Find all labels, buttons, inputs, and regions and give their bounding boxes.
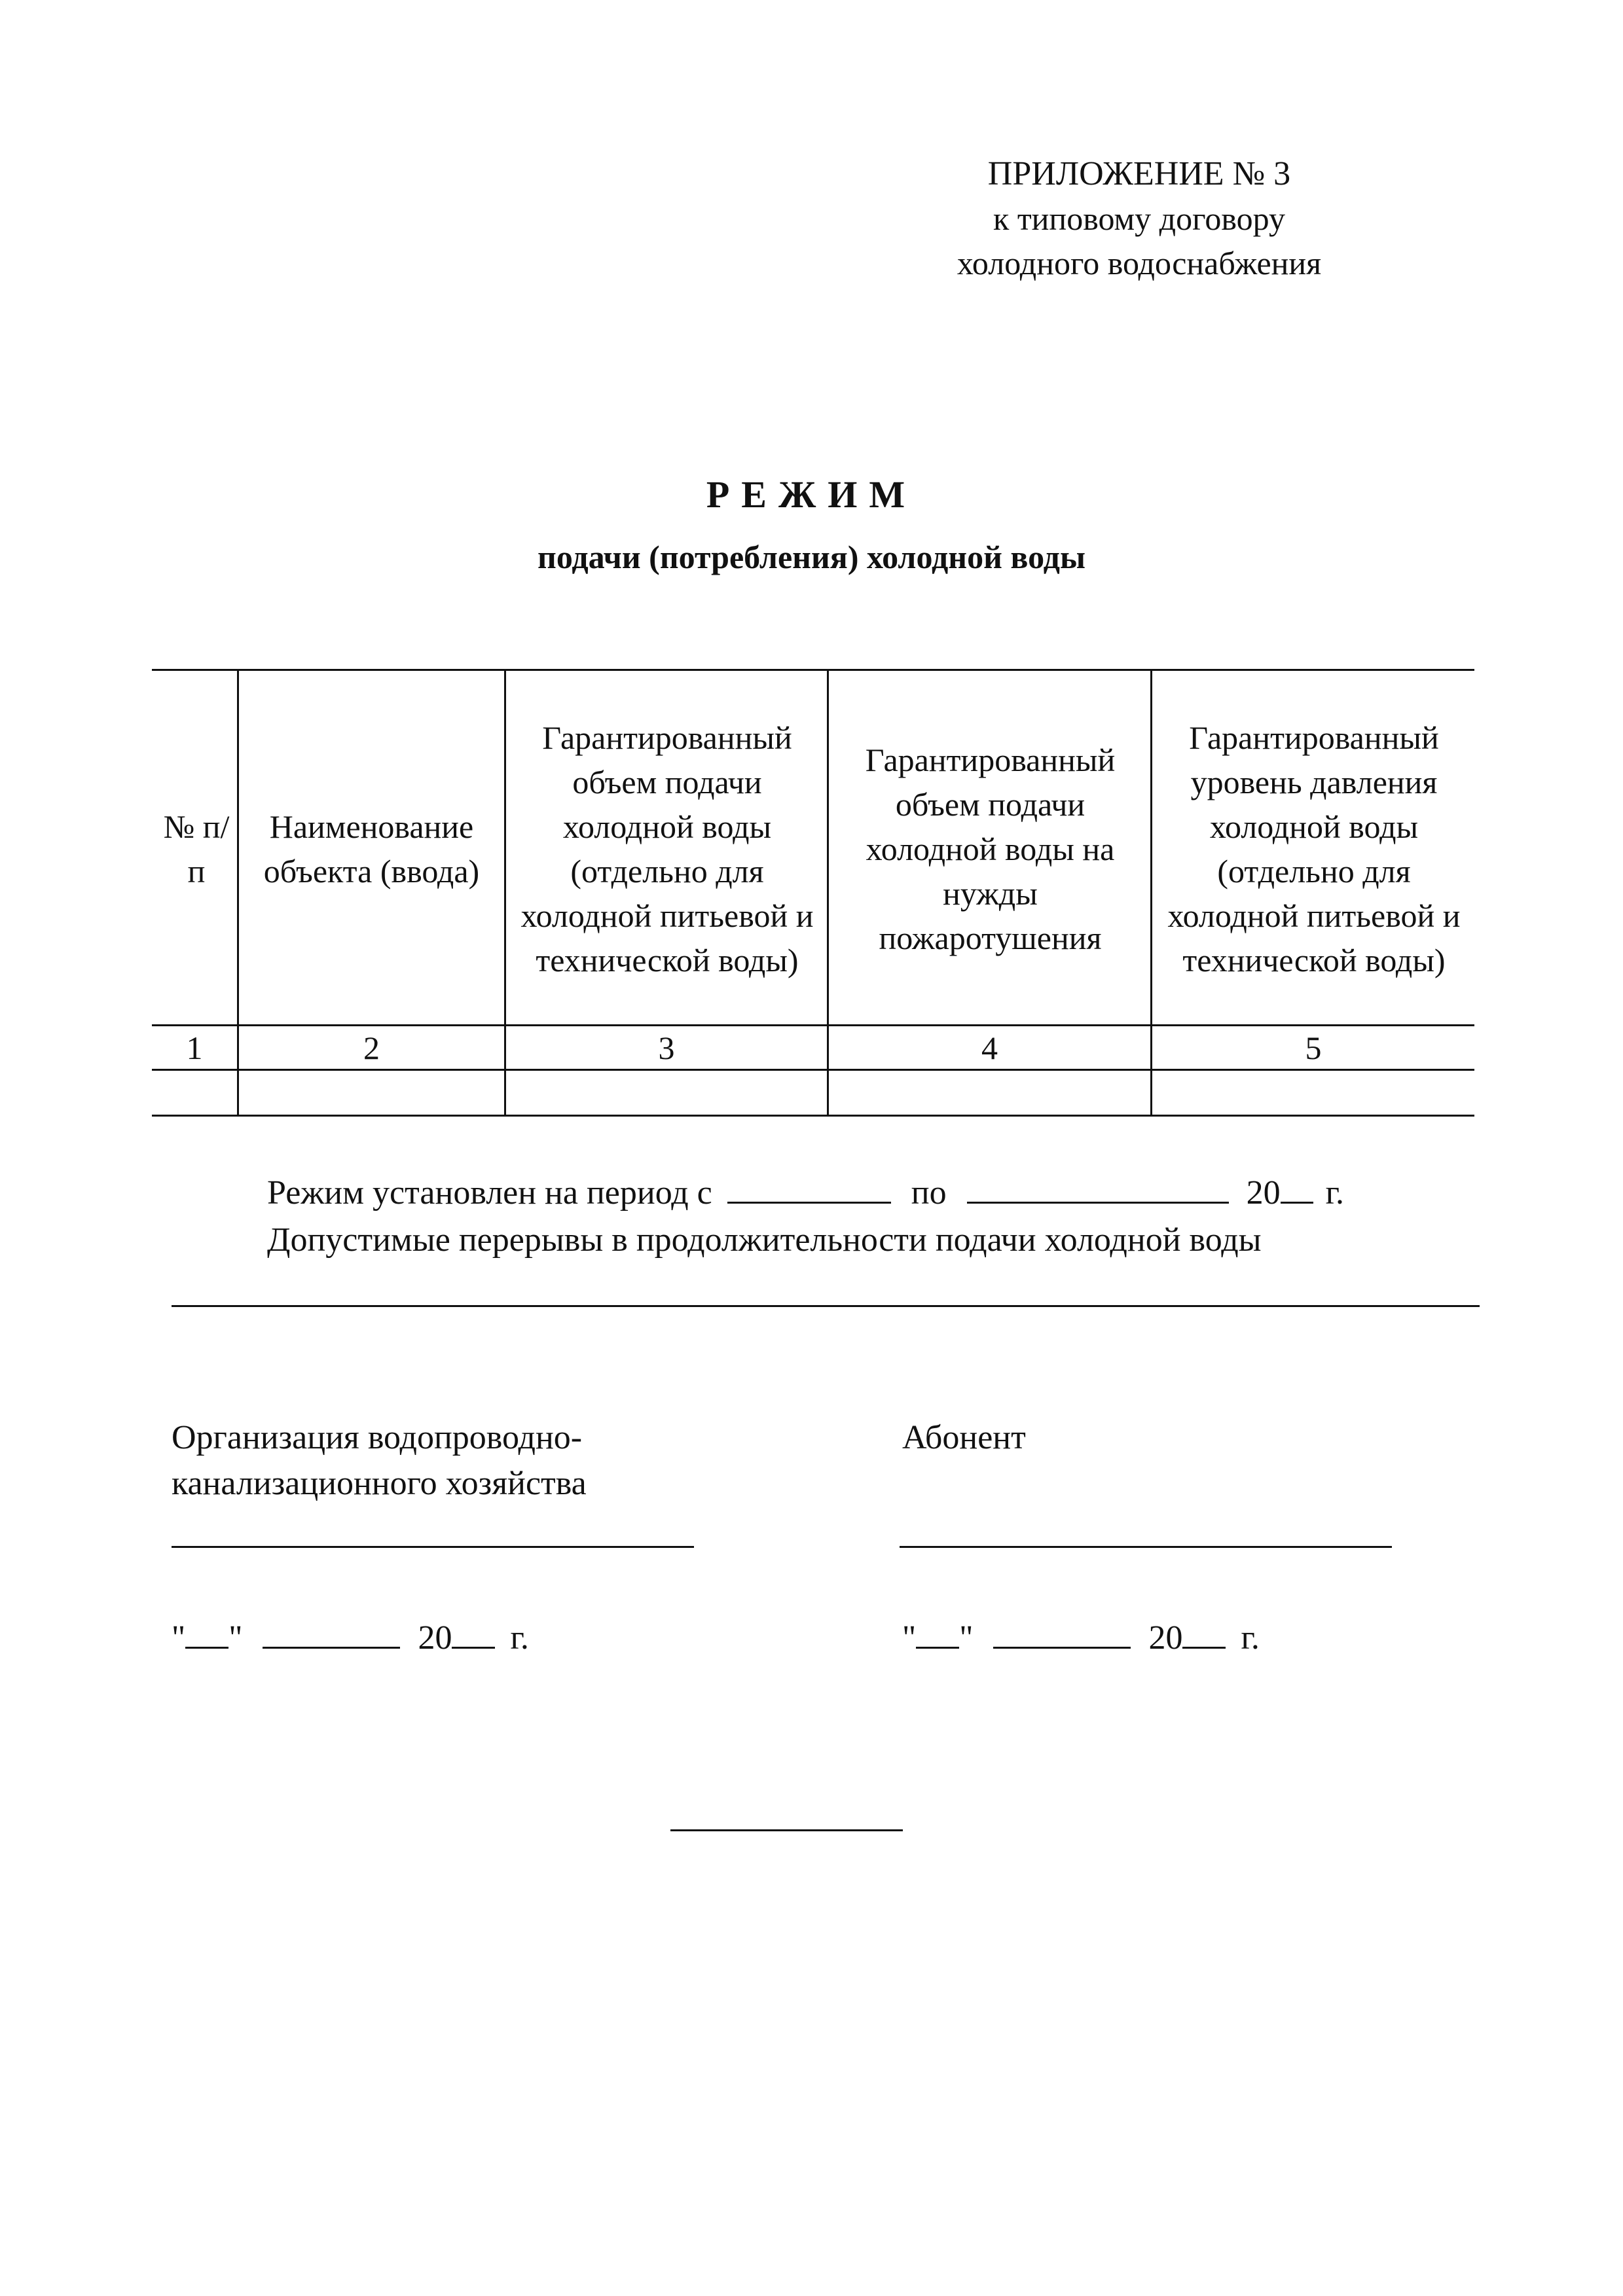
appendix-header: [903, 152, 1375, 285]
table-colnum-2: 2: [363, 1030, 380, 1066]
period-start-blank[interactable]: [727, 1170, 891, 1204]
table-colnum-3: 3: [658, 1030, 675, 1066]
subscriber-signature-line[interactable]: [900, 1546, 1392, 1548]
org-date-year-blank[interactable]: [452, 1615, 495, 1649]
subscriber-date-month-blank[interactable]: [993, 1615, 1131, 1649]
table-top-border: [152, 669, 1474, 671]
table-header-object-name: Наименование объекта (ввода): [263, 808, 480, 889]
org-signature-line[interactable]: [172, 1546, 694, 1548]
period-year: 20: [1246, 1174, 1281, 1211]
org-date-quote-open: ": [172, 1619, 186, 1657]
table-header-guaranteed-volume: Гарантированный объем подачи холодной воды (отдельно для холодной питьевой и технической воды): [520, 719, 814, 978]
table-header-pressure-level: Гарантированный уровень давления холодной воды (отдельно для холодной питьевой и технической воды): [1167, 719, 1461, 978]
appendix-title: ПРИЛОЖЕНИЕ № 3: [987, 155, 1291, 192]
document-title: РЕЖИМ: [706, 473, 917, 516]
org-date-month-blank[interactable]: [263, 1615, 400, 1649]
appendix-line-3: холодного водоснабжения: [957, 245, 1322, 281]
interruptions-label: Допустимые перерывы в продолжительности подачи холодной воды: [267, 1221, 1262, 1259]
subscriber-label: Абонент: [902, 1419, 1026, 1456]
subscriber-date-line: [902, 1615, 1260, 1661]
subscriber-date-quote-open: ": [902, 1619, 917, 1657]
period-year-suffix: г.: [1325, 1174, 1345, 1211]
org-date-year: 20: [418, 1619, 452, 1657]
period-year-blank[interactable]: [1281, 1170, 1313, 1204]
table-colnum-1: 1: [186, 1030, 203, 1066]
org-date-day-blank[interactable]: [185, 1615, 228, 1649]
subscriber-date-year: 20: [1148, 1619, 1183, 1657]
period-middle: по: [911, 1174, 947, 1211]
subscriber-date-year-blank[interactable]: [1182, 1615, 1226, 1649]
closing-separator: [670, 1829, 903, 1831]
period-end-blank[interactable]: [967, 1170, 1229, 1204]
appendix-line-2: к типовому договору: [993, 200, 1285, 237]
document-subtitle: подачи (потребления) холодной воды: [538, 539, 1085, 575]
org-date-line: [172, 1615, 529, 1661]
subscriber-date-quote-close: ": [959, 1619, 974, 1657]
period-line: [267, 1170, 1344, 1216]
interruptions-blank-line[interactable]: [172, 1305, 1480, 1307]
org-label-line-2: канализационного хозяйства: [172, 1465, 587, 1502]
org-signature-block: [172, 1415, 587, 1507]
subscriber-date-day-blank[interactable]: [916, 1615, 959, 1649]
org-date-quote-close: ": [228, 1619, 243, 1657]
subscriber-date-year-suffix: г.: [1241, 1619, 1260, 1657]
table-bottom-border: [152, 1115, 1474, 1117]
table-colnum-4: 4: [981, 1030, 998, 1066]
period-prefix: Режим установлен на период с: [267, 1174, 712, 1211]
table-header-number: № п/п: [163, 808, 230, 889]
org-label-line-1: Организация водопроводно-: [172, 1419, 583, 1456]
table-header-firefighting-volume: Гарантированный объем подачи холодной воды на нужды пожаротушения: [865, 741, 1116, 956]
org-date-year-suffix: г.: [510, 1619, 529, 1657]
table-colnum-5: 5: [1305, 1030, 1322, 1066]
